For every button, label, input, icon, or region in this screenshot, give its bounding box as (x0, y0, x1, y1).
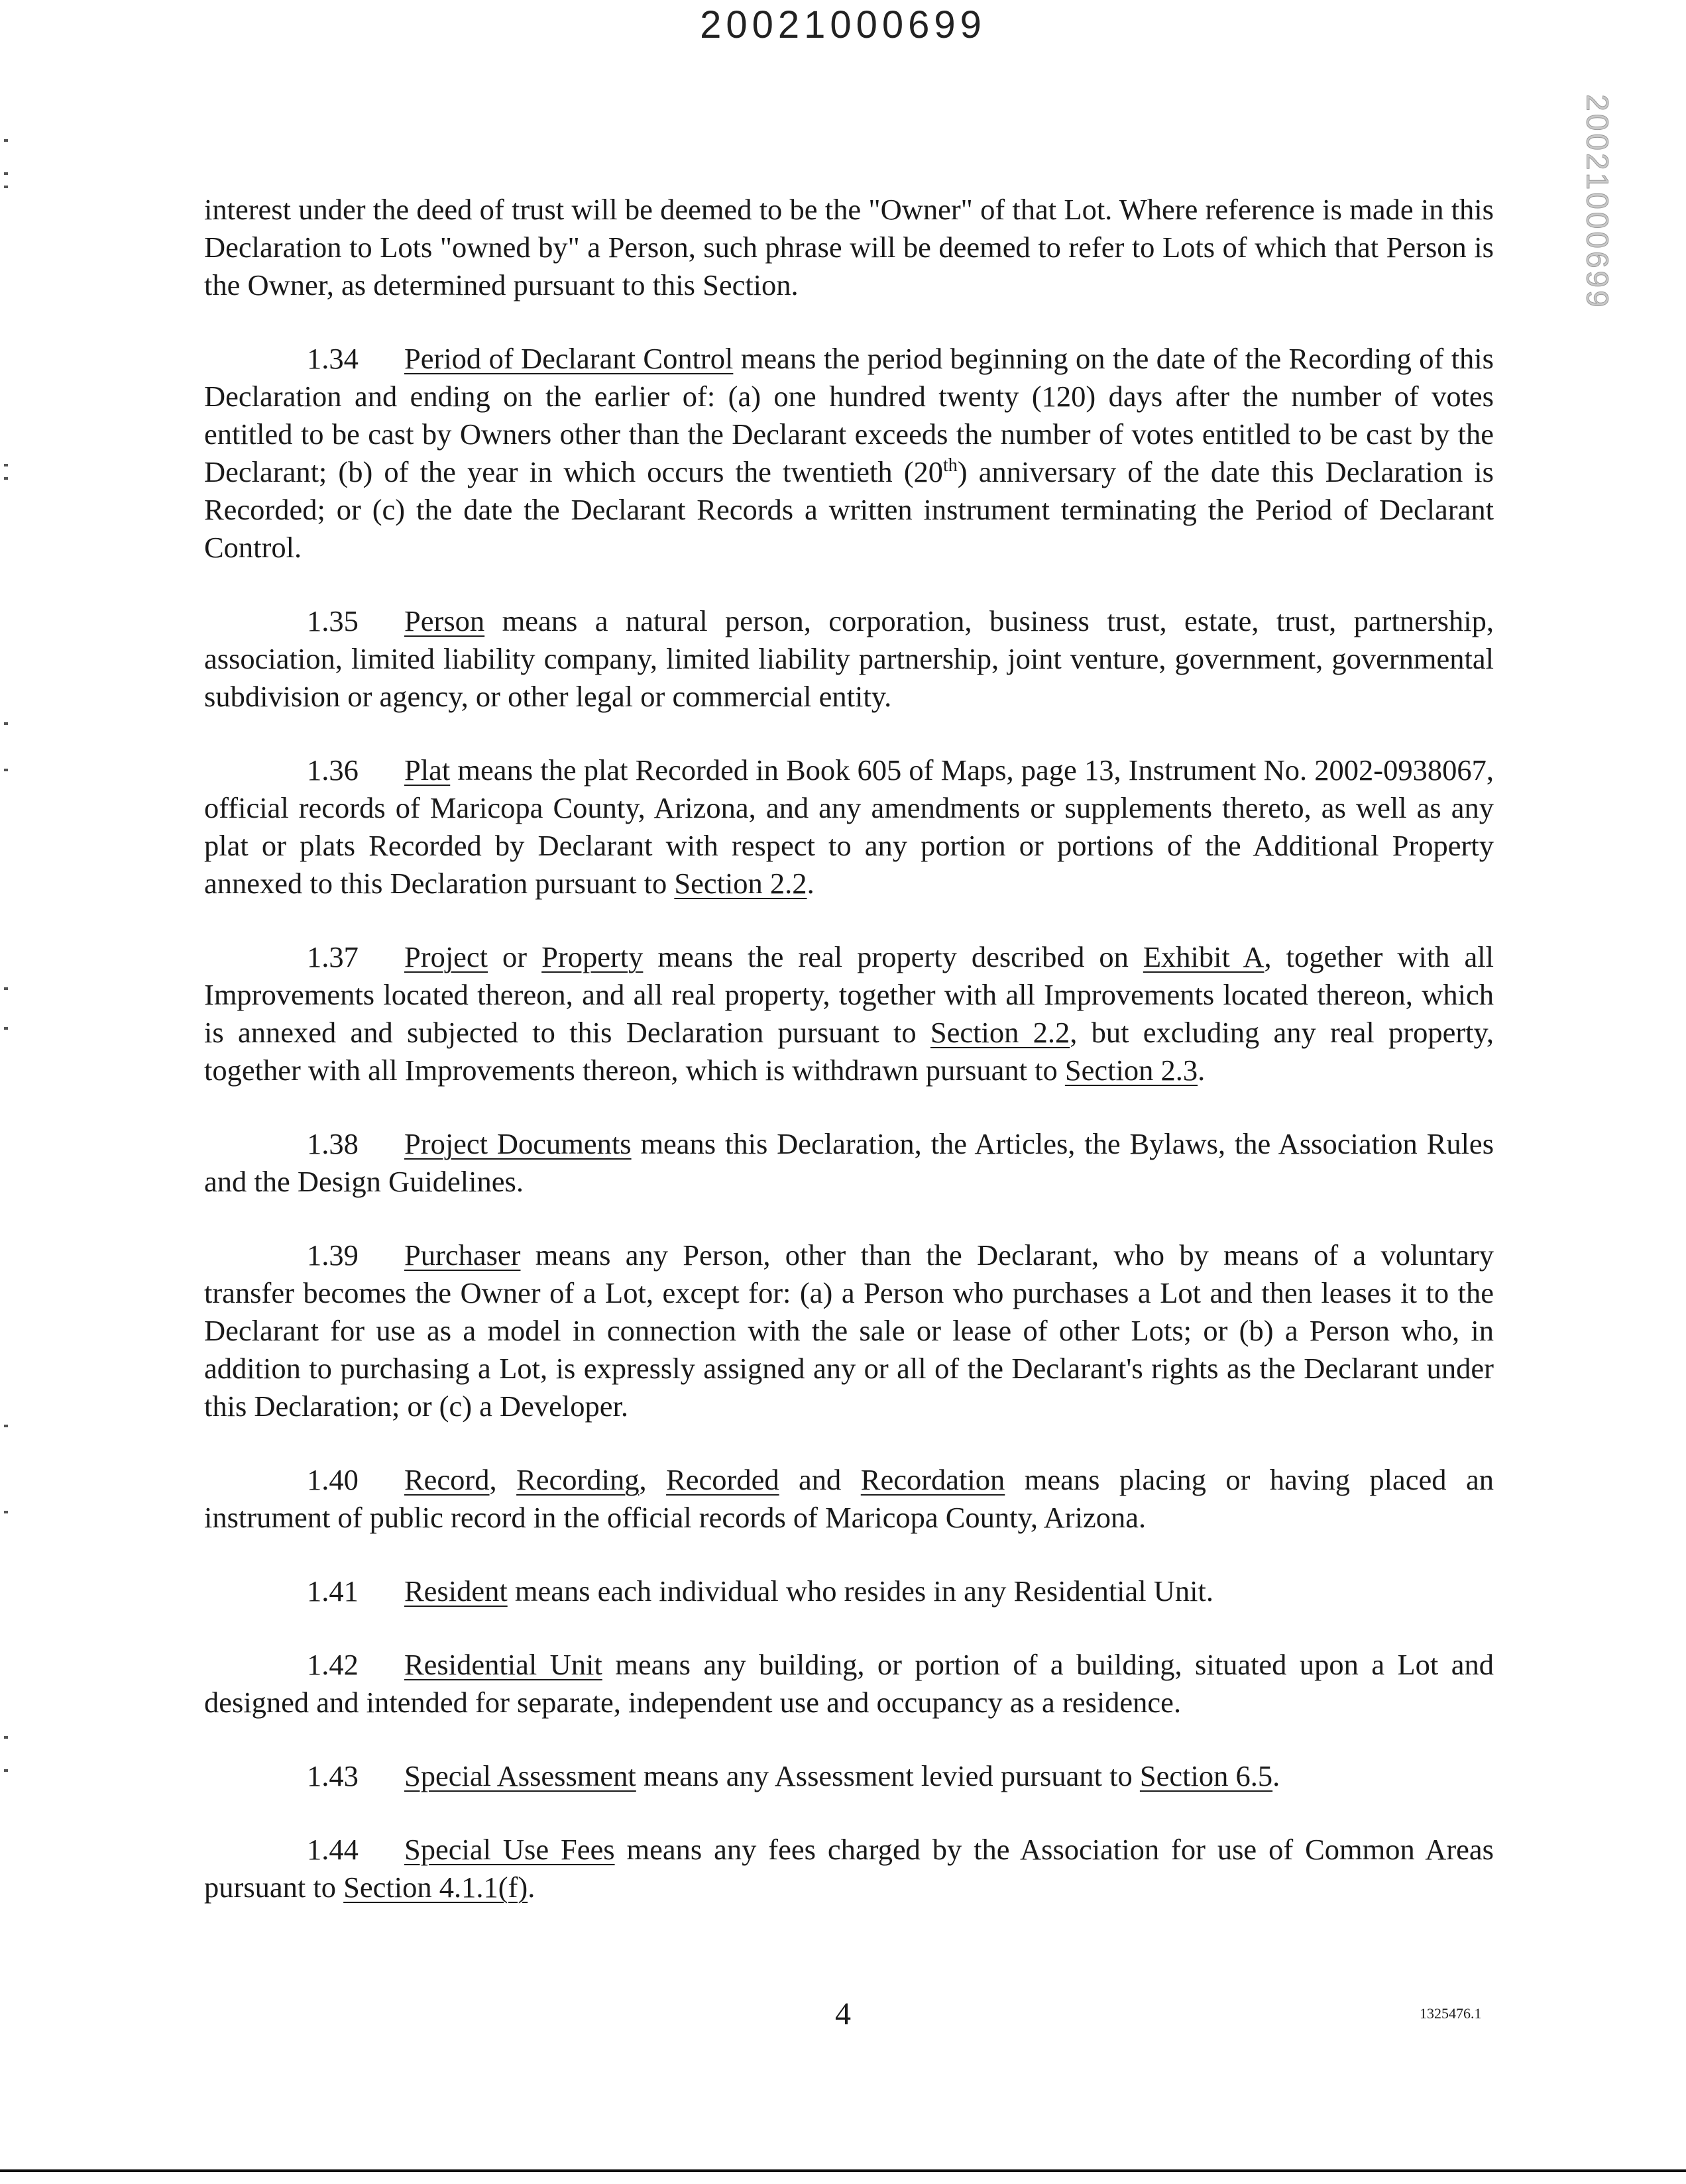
document-body (204, 191, 1494, 1942)
document-id: 1325476.1 (1420, 2005, 1482, 2022)
section-1-41: 1.41 Resident means each individual who resides in any Residential Unit. (204, 1572, 1494, 1610)
defined-term: Recorded (666, 1463, 779, 1496)
defined-term: Special Use Fees (404, 1833, 615, 1866)
section-number: 1.36 (307, 753, 359, 787)
section-reference: Section 2.2 (674, 867, 807, 900)
defined-term: Resident (404, 1574, 508, 1608)
section-number: 1.34 (307, 342, 359, 375)
section-1-36: 1.36 Plat means the plat Recorded in Book 605 of Maps, page 13, Instrument No. 2002-0938067, official records of Maricopa County, Arizona, and any amendments or supplements thereto, as well as any plat or plats Recorded by Declarant with respect to any portion or portions of the Additional Property annexed to this Declaration pursuant to Section 2.2. (204, 751, 1494, 902)
scan-margin-marks (4, 133, 13, 1855)
defined-term: Property (541, 940, 644, 973)
section-number: 1.38 (307, 1127, 359, 1160)
defined-term: Project (404, 940, 488, 973)
section-1-42: 1.42 Residential Unit means any building, or portion of a building, situated upon a Lot and designed and intended for separate, independent use and occupancy as a residence. (204, 1646, 1494, 1721)
side-stamp-text: 20021000699 (1581, 94, 1616, 310)
defined-term: Record (404, 1463, 490, 1496)
section-1-34: 1.34 Period of Declarant Control means the period beginning on the date of the Recording of this Declaration and ending on the earlier of: (a) one hundred twenty (120) days after the number of votes entitled to be cast by Owners other than the Declarant exceeds the number of votes entitled to be cast by the Declarant; (b) of the year in which occurs the twentieth (20th) anniversary of the date this Declaration is Recorded; or (c) the date the Declarant Records a written instrument terminating the Period of Declarant Control. (204, 340, 1494, 567)
page-number: 4 (835, 1996, 851, 2032)
section-1-38: 1.38 Project Documents means this Declaration, the Articles, the Bylaws, the Association Rules and the Design Guidelines. (204, 1125, 1494, 1201)
defined-term: Residential Unit (404, 1648, 602, 1681)
defined-term: Purchaser (404, 1238, 521, 1272)
section-1-37: 1.37 Project or Property means the real property described on Exhibit A, together with all Improvements located thereon, and all real property, together with all Improvements located thereon, which is annexed and subjected to this Declaration pursuant to Section 2.2, but excluding any real property, together with all Improvements thereon, which is withdrawn pursuant to Section 2.3. (204, 938, 1494, 1089)
defined-term: Project Documents (404, 1127, 632, 1160)
section-number: 1.41 (307, 1574, 359, 1608)
section-reference: Section 2.2 (930, 1016, 1070, 1049)
recording-number: 20021000699 (700, 3, 986, 46)
section-1-44: 1.44 Special Use Fees means any fees charged by the Association for use of Common Areas pursuant to Section 4.1.1(f). (204, 1831, 1494, 1906)
defined-term: Person (404, 604, 485, 637)
bottom-divider (0, 2169, 1686, 2172)
section-reference: Section 6.5 (1139, 1759, 1273, 1792)
defined-term: Plat (404, 753, 451, 787)
paragraph-continuation: interest under the deed of trust will be deemed to be the "Owner" of that Lot. Where reference is made in this Declaration to Lots "owned by" a Person, such phrase will be deemed to refer to Lots of which that Person is the Owner, as determined pursuant to this Section. (204, 193, 1494, 301)
section-number: 1.35 (307, 604, 359, 637)
defined-term: Special Assessment (404, 1759, 636, 1792)
section-number: 1.42 (307, 1648, 359, 1681)
exhibit-reference: Exhibit A (1143, 940, 1264, 973)
section-number: 1.39 (307, 1238, 359, 1272)
section-1-43: 1.43 Special Assessment means any Assessment levied pursuant to Section 6.5. (204, 1757, 1494, 1795)
side-recording-stamp (1559, 96, 1637, 308)
section-1-39: 1.39 Purchaser means any Person, other than the Declarant, who by means of a voluntary transfer becomes the Owner of a Lot, except for: (a) a Person who purchases a Lot and then leases it to the Declarant for use as a model in connection with the sale or lease of other Lots; or (b) a Person who, in addition to purchasing a Lot, is expressly assigned any or all of the Declarant's rights as the Declarant under this Declaration; or (c) a Developer. (204, 1236, 1494, 1425)
section-number: 1.44 (307, 1833, 359, 1866)
section-1-40: 1.40 Record, Recording, Recorded and Recordation means placing or having placed an instrument of public record in the official records of Maricopa County, Arizona. (204, 1461, 1494, 1537)
section-1-35: 1.35 Person means a natural person, corporation, business trust, estate, trust, partnership, association, limited liability company, limited liability partnership, joint venture, government, governmental subdivision or agency, or other legal or commercial entity. (204, 602, 1494, 716)
section-reference: Section 4.1.1(f) (343, 1871, 528, 1904)
section-number: 1.40 (307, 1463, 359, 1496)
section-number: 1.43 (307, 1759, 359, 1792)
defined-term: Recording (516, 1463, 640, 1496)
defined-term: Recordation (860, 1463, 1005, 1496)
section-reference: Section 2.3 (1064, 1054, 1198, 1087)
section-number: 1.37 (307, 940, 359, 973)
defined-term: Period of Declarant Control (404, 342, 734, 375)
